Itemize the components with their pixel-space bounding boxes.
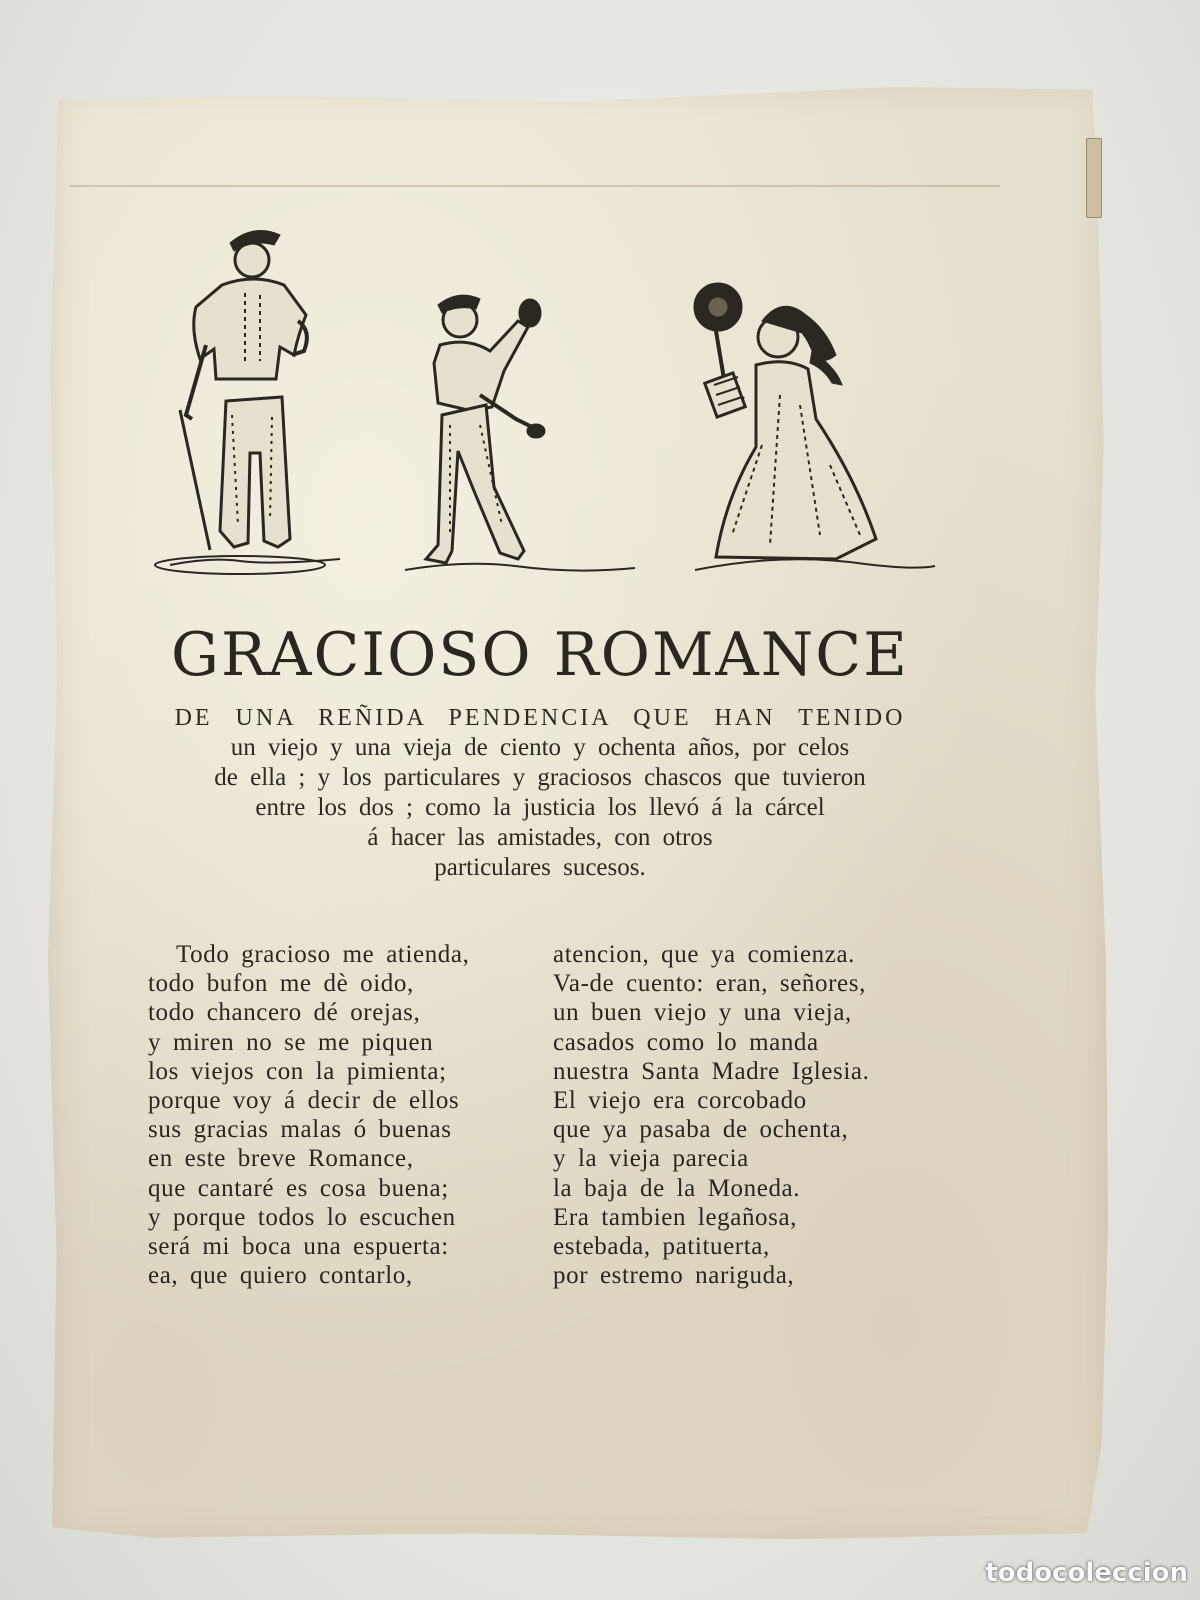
verse-line: que ya pasaba de ochenta, [553,1116,849,1144]
watermark-logo: todocoleccion [985,1558,1188,1588]
verse-line: la baja de la Moneda. [553,1174,801,1202]
verse-line: y la vieja parecia [553,1145,749,1173]
verse-line: y porque todos lo escuchen [148,1203,456,1231]
verse-line: ea, que quiero contarlo, [148,1262,413,1290]
verse-line: casados como lo manda [553,1028,819,1056]
verse-line: porque voy á decir de ellos [148,1087,460,1115]
verse-line: será mi boca una espuerta: [148,1233,449,1261]
binding-tab [1086,138,1102,218]
subtitle-line: particulares sucesos. [434,854,646,881]
verse-line: los viejos con la pimienta; [148,1057,447,1085]
verse-column-left [148,940,469,1290]
verse-column-right [553,940,869,1290]
woman-with-tambourine-woodcut [694,283,935,570]
verse-line: Todo gracioso me atienda, [176,941,470,968]
subtitle-line: entre los dos ; como la justicia los llevó á la cárcel [255,794,825,821]
verse-line: Va-de cuento: eran, señores, [553,970,866,998]
verse-line: un buen viejo y una vieja, [553,999,852,1027]
subtitle-line: de ella ; y los particulares y graciosos chascos que tuvieron [214,764,866,791]
page-fold-crease [70,185,1000,187]
verse-line: El viejo era corcobado [553,1087,807,1115]
verse-line: Era tambien legañosa, [553,1203,798,1231]
verse-line: nuestra Santa Madre Iglesia. [553,1057,870,1085]
verse-line: y miren no se me piquen [148,1028,434,1056]
subtitle-block [140,703,940,883]
verse-line: todo chancero dé orejas, [148,999,421,1027]
subtitle-line: á hacer las amistades, con otros [367,824,713,851]
verse-line: atencion, que ya comienza. [553,941,855,968]
verse-line: todo bufon me dè oido, [148,970,414,998]
woodcut-illustrations [150,225,940,590]
verse-line: por estremo nariguda, [553,1262,795,1290]
page-title: GRACIOSO ROMANCE [171,620,909,690]
man-with-cane-woodcut [155,231,340,575]
subtitle-line: DE UNA REÑIDA PENDENCIA QUE HAN TENIDO [174,705,906,731]
verse-line: estebada, patituerta, [553,1233,770,1261]
verse-line: en este breve Romance, [148,1145,414,1173]
subtitle-line: un viejo y una vieja de ciento y ochenta años, por celos [230,734,850,761]
boxing-man-woodcut [405,295,635,570]
verse-line: sus gracias malas ó buenas [148,1116,452,1144]
verse-line: que cantaré es cosa buena; [148,1174,449,1202]
